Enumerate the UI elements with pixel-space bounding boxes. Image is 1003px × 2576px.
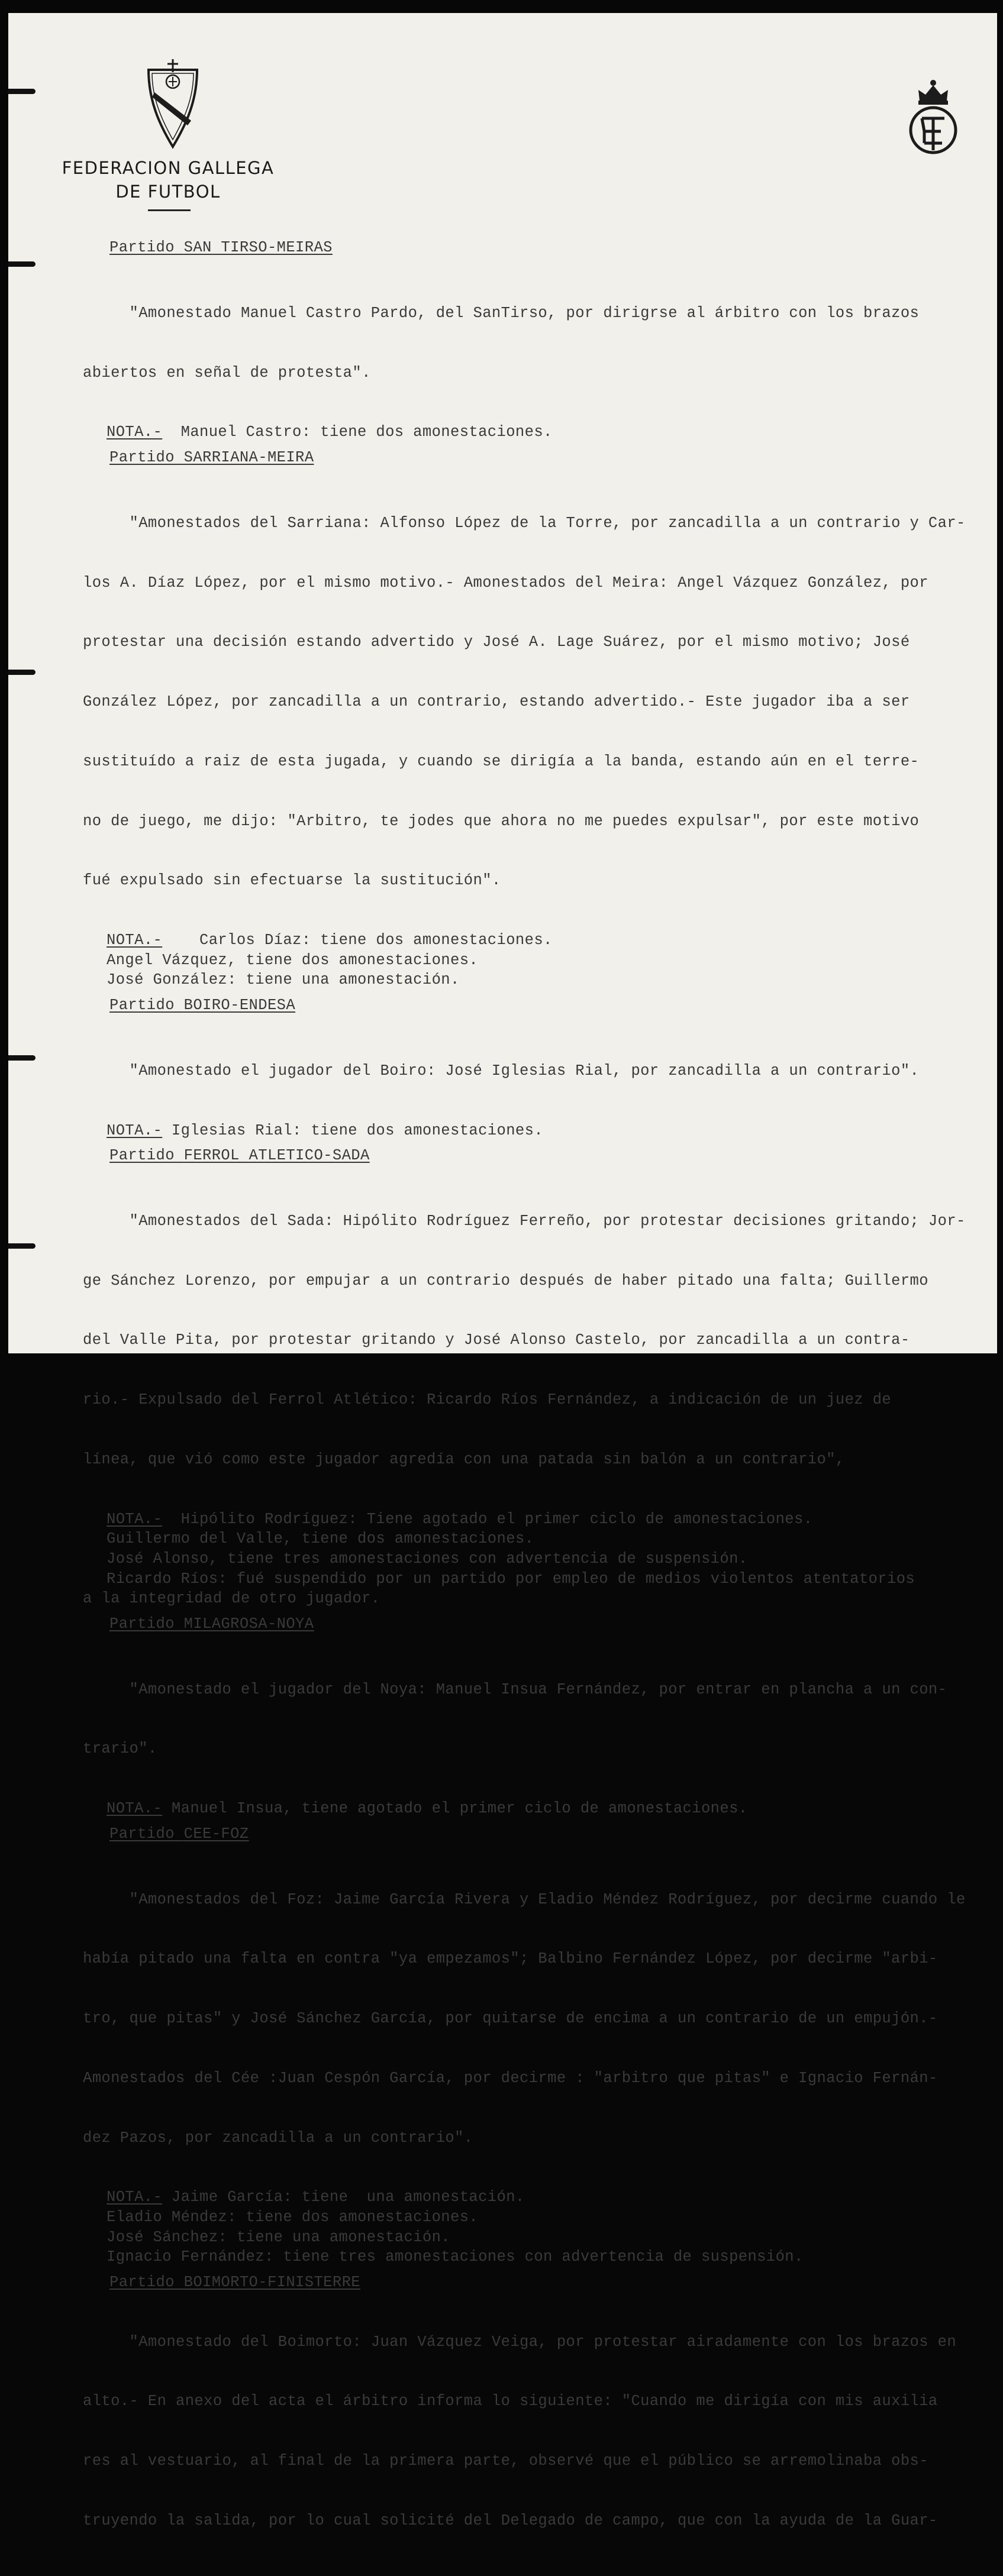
report-line: "Amonestado el jugador del Noya: Manuel Insua Fernández, por entrar en plancha a un con- [83, 1680, 947, 1698]
note-line: Ricardo Ríos: fué suspendido por un partido por empleo de medios violentos atentatorios [107, 1570, 915, 1588]
match-section [83, 2273, 997, 2571]
report-line: "Amonestados del Sarriana: Alfonso López de la Torre, por zancadilla a un contrario y Car- [83, 514, 966, 532]
match-title-name: BOIRO-ENDESA [183, 996, 296, 1014]
note-line [83, 930, 997, 951]
note-line: Angel Vázquez, tiene dos amonestaciones. [107, 951, 479, 969]
match-title-prefix: Partido [109, 1615, 184, 1633]
referee-report [83, 1022, 997, 1121]
match-title-name: CEE-FOZ [183, 1825, 249, 1843]
match-title-name: SARRIANA-MEIRA [183, 448, 314, 466]
nota-label: NOTA.- [107, 1510, 163, 1528]
header-rule [148, 209, 191, 211]
report-line: truyendo la salida, por lo cual solicité del Delegado de campo, que con la ayuda de la Guar- [83, 2512, 938, 2529]
nota-label: NOTA.- [107, 424, 163, 441]
match-title [83, 996, 997, 1016]
note-line [83, 1799, 997, 1819]
note-text: Manuel Castro: tiene dos amonestaciones. [180, 424, 553, 441]
note-text: Iglesias Rial: tiene dos amonestaciones. [171, 1121, 544, 1139]
referee-report [83, 474, 997, 931]
report-line: alto.- En anexo del acta el árbitro informa lo siguiente: "Cuando me dirigía con mis auxilia [83, 2393, 938, 2410]
note-line: José Alonso, tiene tres amonestaciones con advertencia de suspensión. [107, 1550, 748, 1567]
match-title [83, 238, 997, 258]
binder-tab [8, 89, 36, 94]
match-title [83, 1614, 997, 1634]
binder-tab [8, 261, 36, 267]
nota-label: NOTA.- [107, 1800, 163, 1818]
note-line [83, 2187, 997, 2207]
match-title [83, 1824, 997, 1844]
referee-report [83, 2292, 997, 2570]
report-line: rio.- Expulsado del Ferrol Atlético: Ricardo Ríos Fernández, a indicación de un juez de [83, 1391, 892, 1409]
report-line: los A. Díaz López, por el mismo motivo.- Amonestados del Meira: Angel Vázquez González, por [83, 574, 928, 592]
federation-name [56, 156, 280, 203]
note-text: Hipólito Rodríguez: Tiene agotado el primer ciclo de amonestaciones. [180, 1510, 813, 1528]
note-line [83, 422, 997, 442]
binder-tab [8, 670, 36, 675]
report-line: del Valle Pita, por protestar gritando y José Alonso Castelo, por zancadilla a un contra- [83, 1331, 910, 1349]
referee-report [83, 1850, 997, 2187]
note-text: Jaime García: tiene una amonestación. [171, 2189, 525, 2206]
match-title-prefix: Partido [109, 996, 184, 1014]
match-title-name: BOIMORTO-FINISTERRE [183, 2273, 360, 2291]
federation-name-line1: FEDERACION GALLEGA [62, 158, 275, 178]
federation-name-line2: DE FUTBOL [115, 182, 221, 202]
report-line: res al vestuario, al final de la primera parte, observé que el público se arremolinaba obs- [83, 2452, 928, 2470]
report-line: no de juego, me dijo: "Arbitro, te jodes que ahora no me puedes expulsar", por este motivo [83, 812, 920, 830]
note-line: Guillermo del Valle, tiene dos amonestaciones. [107, 1530, 534, 1548]
match-section [83, 1614, 997, 1819]
report-line: dez Pazos, por zancadilla a un contrario". [83, 2129, 473, 2147]
note-line: José Sánchez: tiene una amonestación. [107, 2228, 450, 2246]
report-body [83, 238, 997, 2576]
report-line: había pitado una falta en contra "ya empezamos"; Balbino Fernández López, por decirme "arbi- [83, 1950, 938, 1968]
referee-report [83, 1640, 997, 1799]
match-title [83, 448, 997, 468]
note-text: Manuel Insua, tiene agotado el primer ciclo de amonestaciones. [171, 1800, 748, 1818]
match-title-prefix: Partido [109, 239, 184, 256]
report-line: fué expulsado sin efectuarse la sustitución". [83, 872, 501, 890]
nota-label: NOTA.- [107, 2189, 163, 2206]
match-title-name: MILAGROSA-NOYA [183, 1615, 314, 1633]
referee-report [83, 1172, 997, 1510]
match-section [83, 1824, 997, 2267]
report-line: "Amonestados del Foz: Jaime García Rivera y Eladio Méndez Rodríguez, por decirme cuando le [83, 1890, 966, 1908]
report-line: "Amonestado el jugador del Boiro: José Iglesias Rial, por zancadilla a un contrario". [83, 1062, 920, 1079]
report-line: línea, que vió como este jugador agredía con una patada sin balón a un contrario", [83, 1451, 845, 1469]
report-line: protestar una decisión estando advertido y José A. Lage Suárez, por el mismo motivo; José [83, 634, 910, 651]
match-title-name: SAN TIRSO-MEIRAS [183, 239, 333, 256]
note-line [83, 1510, 997, 1530]
binder-tab [8, 1243, 36, 1249]
report-line: abiertos en señal de protesta". [83, 364, 371, 382]
galician-federation-shield-icon [145, 59, 201, 148]
report-line: tro, que pitas" y José Sánchez García, por quitarse de encima a un contrario de un empujón.- [83, 2010, 938, 2028]
document-page [8, 13, 997, 2529]
nota-label: NOTA.- [107, 932, 163, 949]
report-line: sustituído a raiz de esta jugada, y cuando se dirigía a la banda, estando aún en el terre- [83, 752, 920, 770]
note-line: Eladio Méndez: tiene dos amonestaciones. [107, 2209, 479, 2226]
binder-tab [8, 1055, 36, 1061]
spanish-federation-crown-emblem-icon [907, 77, 960, 156]
report-line: "Amonestados del Sada: Hipólito Rodríguez Ferreño, por protestar decisiones gritando; Jor- [83, 1212, 966, 1230]
match-title [83, 2273, 997, 2293]
match-title-prefix: Partido [109, 2273, 184, 2291]
note-text: Carlos Díaz: tiene dos amonestaciones. [180, 932, 553, 949]
nota-label: NOTA.- [107, 1121, 163, 1139]
report-line: Amonestados del Cée :Juan Cespón García, por decirme : "arbitro que pitas" e Ignacio Fernán- [83, 2069, 938, 2087]
match-section [83, 996, 997, 1140]
match-section [83, 448, 997, 990]
note-line: a la integridad de otro jugador. [83, 1590, 380, 1608]
report-line: trario". [83, 1740, 157, 1758]
match-section [83, 238, 997, 442]
report-line: "Amonestado del Boimorto: Juan Vázquez Veiga, por protestar airadamente con los brazos en [83, 2333, 957, 2351]
match-title-prefix: Partido [109, 1147, 184, 1165]
match-title [83, 1146, 997, 1166]
match-title-prefix: Partido [109, 448, 184, 466]
referee-report [83, 264, 997, 423]
report-line: González López, por zancadilla a un contrario, estando advertido.- Este jugador iba a ser [83, 693, 910, 711]
report-line: ge Sánchez Lorenzo, por empujar a un contrario después de haber pitado una falta; Guillermo [83, 1272, 928, 1289]
note-line [83, 1121, 997, 1141]
note-line: Ignacio Fernández: tiene tres amonestaciones con advertencia de suspensión. [107, 2248, 804, 2266]
match-title-name: FERROL ATLETICO-SADA [183, 1147, 370, 1165]
match-section [83, 1146, 997, 1609]
note-line: José González: tiene una amonestación. [107, 971, 460, 989]
report-line: "Amonestado Manuel Castro Pardo, del SanTirso, por dirigrse al árbitro con los brazos [83, 304, 920, 322]
match-title-prefix: Partido [109, 1825, 184, 1843]
